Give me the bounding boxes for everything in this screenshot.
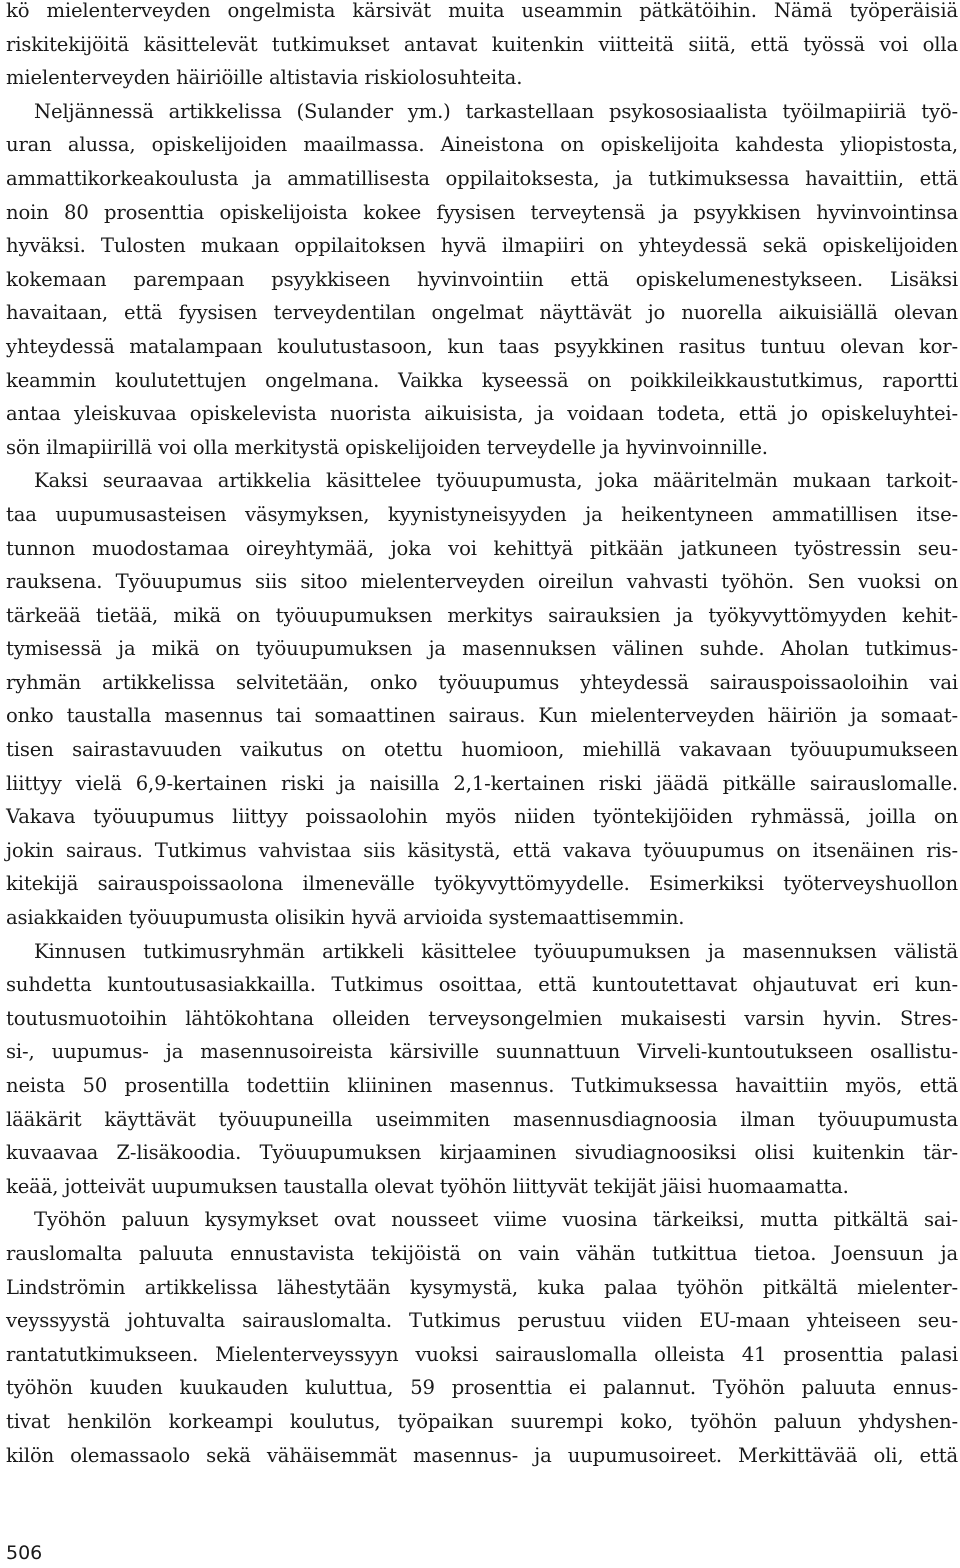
body-text [6,0,958,1472]
text-line: havaitaan, että fyysisen terveydentilan ongelmat näyttävät jo nuorella aikuisiällä olevan [6,301,958,325]
paragraph [6,935,958,1204]
text-line: sön ilmapiirillä voi olla merkitystä opiskelijoiden terveydelle ja hyvinvoinnille. [6,435,768,459]
text-line: jokin sairaus. Tutkimus vahvistaa siis käsitystä, että vakava työuupumus on itsenäinen ris- [6,838,958,862]
text-line: asiakkaiden työuupumusta olisikin hyvä arvioida systemaattisemmin. [6,906,685,930]
text-line: toutusmuotoihin lähtökohtana olleiden terveysongelmien mukaisesti varsin hyvin. Stres- [6,1006,958,1030]
text-line: neista 50 prosentilla todettiin kliininen masennus. Tutkimuksessa havaittiin myös, että [6,1074,958,1097]
paragraph [6,0,958,95]
text-line: tivat henkilön korkeampi koulutus, työpaikan suurempi koko, työhön paluun yhdyshen- [6,1409,958,1433]
text-line: rantatutkimukseen. Mielenterveyssyyn vuoksi sairauslomalla olleista 41 prosenttia palasi [6,1342,958,1366]
text-line: liittyy vielä 6,9-kertainen riski ja naisilla 2,1-kertainen riski jäädä pitkälle sairauslomalle. [6,771,958,795]
text-line: Työhön paluun kysymykset ovat nousseet viime vuosina tärkeiksi, mutta pitkältä sai- [34,1208,958,1232]
text-line: mielenterveyden häiriöille altistavia riskiolosuhteita. [6,66,523,90]
text-line: Vakava työuupumus liittyy poissaolohin myös niiden työntekijöiden ryhmässä, joilla on [6,805,958,829]
paragraph [6,464,958,934]
document-page [6,0,958,1472]
text-line: kuvaavaa Z-lisäkoodia. Työuupumuksen kirjaaminen sivudiagnoosiksi olisi kuitenkin tär- [6,1141,958,1165]
text-line: tymisessä ja mikä on työuupumuksen ja masennuksen välinen suhde. Aholan tutkimus- [6,637,958,661]
text-line: tärkeää tietää, mikä on työuupumuksen merkitys sairauksien ja työkyvyttömyyden kehit- [6,603,958,627]
text-line: ammattikorkeakoulusta ja ammatillisesta oppilaitoksesta, ja tutkimuksessa havaittiin, että [6,166,958,190]
paragraph [6,95,958,465]
text-line: riskitekijöitä käsittelevät tutkimukset antavat kuitenkin viitteitä siitä, että työssä voi olla [6,32,958,56]
text-line: kilön olemassaolo sekä vähäisemmät masennus- ja uupumusoireet. Merkittävää oli, että [6,1443,958,1467]
text-line: rauslomalta paluuta ennustavista tekijöistä on vain vähän tutkittua tietoa. Joensuun ja [6,1241,958,1265]
text-line: tisen sairastavuuden vaikutus on otettu huomioon, miehillä vakavaan työuupumukseen [6,738,958,762]
text-line: tunnon muodostamaa oireyhtymää, joka voi kehittyä pitkään jatkuneen työstressin seu- [6,536,958,560]
text-line: Kaksi seuraavaa artikkelia käsittelee työuupumusta, joka määritelmän mukaan tarkoit- [34,469,958,493]
text-line: Kinnusen tutkimusryhmän artikkeli käsittelee työuupumuksen ja masennuksen välistä [34,939,958,963]
text-line: ryhmän artikkelissa selvitetään, onko työuupumus yhteydessä sairauspoissaoloihin vai [6,670,958,694]
text-line: hyväksi. Tulosten mukaan oppilaitoksen hyvä ilmapiiri on yhteydessä sekä opiskelijoiden [6,234,958,258]
text-line: antaa yleiskuvaa opiskelevista nuorista aikuisista, ja voidaan todeta, että jo opiskeluyhtei- [6,402,958,426]
text-line: si-, uupumus- ja masennusoireista kärsiville suunnattuun Virveli-kuntoutukseen osallistu- [6,1040,958,1064]
text-line: yhteydessä matalampaan koulutustasoon, kun taas psyykkinen rasitus tuntuu olevan kor- [6,334,958,358]
text-line: kö mielenterveyden ongelmista kärsivät muita useammin pätkätöihin. Nämä työperäisiä [6,0,958,22]
page-number: 506 [6,1542,43,1564]
text-line: keää, jotteivät uupumuksen taustalla olevat työhön liittyvät tekijät jäisi huomaamatta. [6,1174,849,1198]
text-line: lääkärit käyttävät työuupuneilla useimmiten masennusdiagnoosia ilman työuupumusta [6,1107,958,1131]
text-line: taa uupumusasteisen väsymyksen, kyynistyneisyyden ja heikentyneen ammatillisen itse- [6,502,958,526]
text-line: työhön kuuden kuukauden kuluttua, 59 prosenttia ei palannut. Työhön paluuta ennus- [6,1376,958,1400]
text-line: suhdetta kuntoutusasiakkailla. Tutkimus osoittaa, että kuntoutettavat ohjautuvat eri kun- [6,973,958,997]
text-line: Neljännessä artikkelissa (Sulander ym.) tarkastellaan psykososiaalista työilmapiiriä työ- [34,99,958,123]
text-line: uran alussa, opiskelijoiden maailmassa. Aineistona on opiskelijoita kahdesta yliopistosta, [6,133,958,157]
text-line: kitekijä sairauspoissaolona ilmenevälle työkyvyttömyydelle. Esimerkiksi työterveyshuollon [6,872,958,896]
text-line: veyssyystä johtuvalta sairauslomalta. Tutkimus perustuu viiden EU-maan yhteiseen seu- [6,1309,958,1333]
text-line: kokemaan parempaan psyykkiseen hyvinvointiin että opiskelumenestykseen. Lisäksi [6,267,958,291]
paragraph [6,1203,958,1472]
text-line: onko taustalla masennus tai somaattinen sairaus. Kun mielenterveyden häiriön ja somaat- [6,704,958,728]
text-line: keammin koulutettujen ongelmana. Vaikka kyseessä on poikkileikkaustutkimus, raportti [6,368,958,392]
text-line: noin 80 prosenttia opiskelijoista kokee fyysisen terveytensä ja psyykkisen hyvinvointinsa [6,200,958,224]
text-line: Lindströmin artikkelissa lähestytään kysymystä, kuka palaa työhön pitkältä mielenter- [6,1275,958,1299]
text-line: rauksena. Työuupumus siis sitoo mielenterveyden oireilun vahvasti työhön. Sen vuoksi on [6,570,958,594]
